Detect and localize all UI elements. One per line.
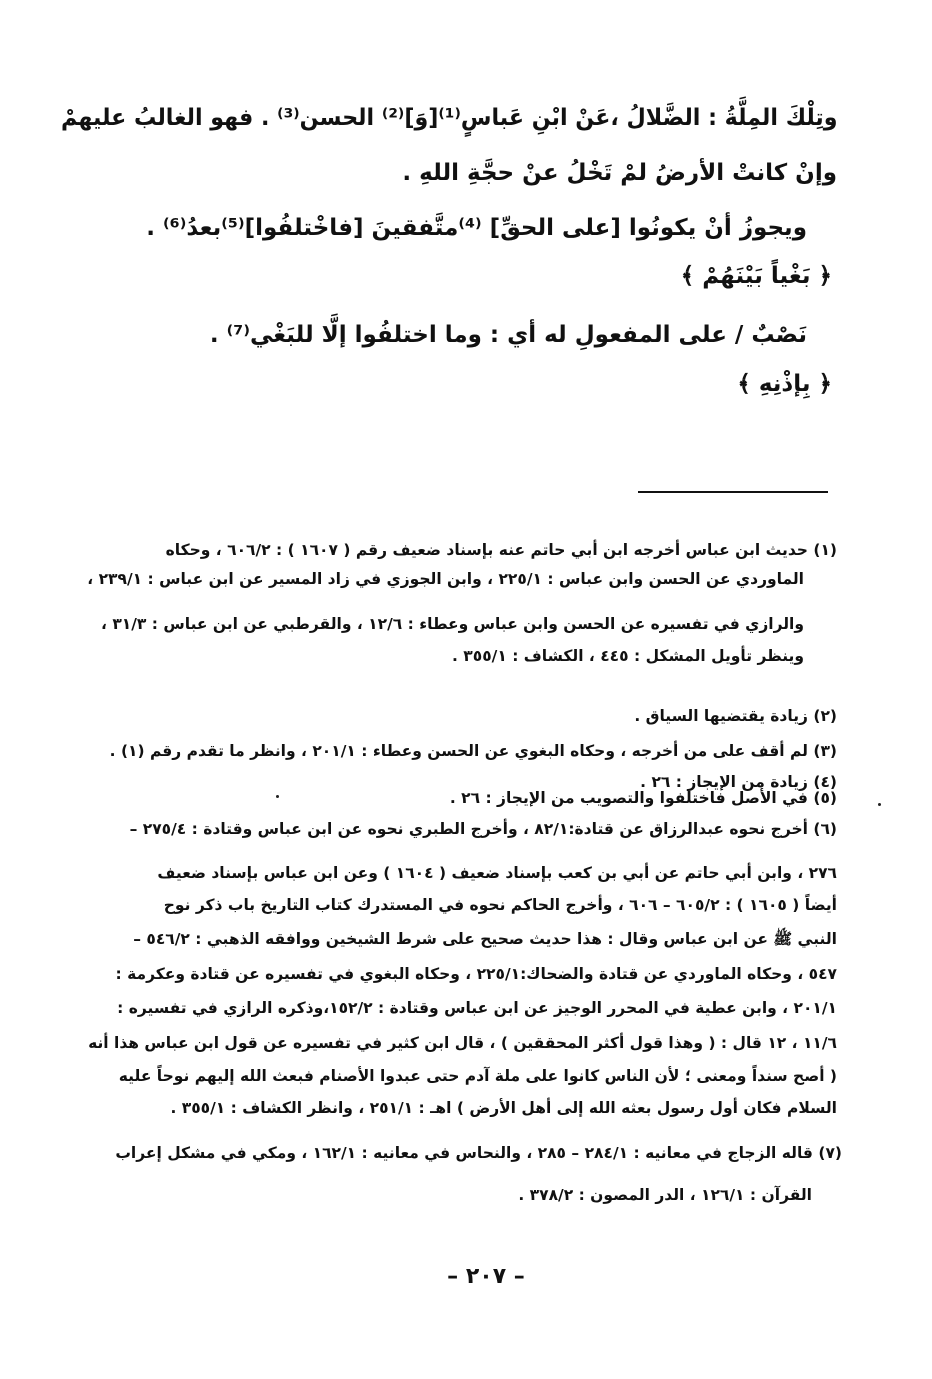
footnote-line: والرازي في تفسيره عن الحسن وابن عباس وعطاء : ١٢/٦ ، والقرطبي عن ابن عباس : ٣١/٣ ، — [101, 615, 804, 633]
footnote-line: أيضاً ( ١٦٠٥ ) : ٦٠٥/٢ – ٦٠٦ ، وأخرج الحاكم نحوه في المستدرك كتاب التاريخ باب ذكر نوح — [163, 896, 837, 914]
footnote-line: (٤) زيادة من الإيجاز : ٢٦ . — [640, 773, 837, 791]
footnote-line: (١) حديث ابن عباس أخرجه ابن أبي حاتم عنه بإسناد ضعيف رقم ( ١٦٠٧ ) : ٦٠٦/٢ ، وحكاه — [165, 541, 837, 559]
scan-speck — [276, 795, 279, 798]
footnote-divider — [638, 491, 828, 493]
footnote-line: النبي ﷺ عن ابن عباس وقال : هذا حديث صحيح على شرط الشيخين ووافقه الذهبي : ٥٤٦/٢ – — [133, 930, 837, 948]
footnote-line: ( أصح سنداً ومعنى ؛ لأن الناس كانوا على ملة آدم حتى عبدوا الأصنام فبعث الله إليهم نوحاً عليه — [118, 1067, 837, 1085]
footnote-line: (٢) زيادة يقتضيها السياق . — [634, 707, 837, 725]
footnote-line: ٢٧٦ ، وابن أبي حاتم عن أبي بن كعب بإسناد ضعيف ( ١٦٠٤ ) وعن ابن عباس بإسناد ضعيف — [157, 864, 837, 882]
footnote-line: الماوردي عن الحسن وابن عباس : ٢٢٥/١ ، وابن الجوزي في زاد المسير عن ابن عباس : ٢٣٩/١ ، — [87, 570, 804, 588]
main-text-line-2: وإنْ كانتْ الأرضُ لمْ تَخْلُ عنْ حجَّةِ اللهِ . — [402, 160, 837, 186]
footnote-line: القرآن : ١٢٦/١ ، الدر المصون : ٣٧٨/٢ . — [518, 1186, 812, 1204]
footnote-line: ١١/٦ ، ١٢ قال : ( وهذا قول أكثر المحققين ) ، قال ابن كثير في تفسيره عن قول ابن عباس هذا أنه — [88, 1034, 837, 1052]
main-text-line-5: نَصْبٌ / على المفعولِ له أي : وما اختلفُوا إلَّا للبَغْي⁽⁷⁾ . — [209, 322, 807, 348]
main-text-quran-2: ﴿ بِإذْنِهِ ﴾ — [737, 371, 832, 397]
scan-speck — [878, 803, 881, 806]
main-text-line-1: وتِلْكَ المِلَّةُ : الضَّلالُ ،عَنْ ابْنِ عَباسٍ⁽¹⁾[وَ]⁽²⁾ الحسن⁽³⁾ . فهو الغالبُ عليهمْ — [60, 105, 837, 131]
footnote-line: السلام فكان أول رسول بعثه الله إلى أهل الأرض ) اهـ : ٢٥١/١ ، وانظر الكشاف : ٣٥٥/١ . — [170, 1099, 837, 1117]
main-text-quran-1: ﴿ بَغْياً بَيْنَهُمْ ﴾ — [680, 263, 832, 289]
footnote-line: (٣) لم أقف على من أخرجه ، وحكاه البغوي عن الحسن وعطاء : ٢٠١/١ ، وانظر ما تقدم رقم (١) . — [109, 742, 837, 760]
page-number: – ٢٠٧ – — [447, 1264, 525, 1289]
footnote-line: وينظر تأويل المشكل : ٤٤٥ ، الكشاف : ٣٥٥/١ . — [451, 647, 804, 665]
footnote-line: (٧) قاله الزجاج في معانيه : ٢٨٤/١ – ٢٨٥ ، والنحاس في معانيه : ١٦٢/١ ، ومكي في مشكل إعراب — [115, 1144, 842, 1162]
footnote-line: (٥) في الأصل فاختلفوا والتصويب من الإيجاز : ٢٦ . — [449, 789, 837, 807]
main-text-line-3: ويجوزُ أنْ يكونُوا [على الحقِّ] ⁽⁴⁾متَّفقينَ [فاخْتلفُوا]⁽⁵⁾بعدُ⁽⁶⁾ . — [146, 215, 807, 241]
footnote-line: (٦) أخرج نحوه عبدالرزاق عن قتادة:٨٢/١ ، وأخرج الطبري نحوه عن ابن عباس وقتادة : ٢٧٥/٤ – — [129, 820, 837, 838]
footnote-line: ٢٠١/١ ، وابن عطية في المحرر الوجيز عن ابن عباس وقتادة : ١٥٢/٢،وذكره الرازي في تفسيره : — [117, 999, 837, 1017]
footnote-line: ٥٤٧ ، وحكاه الماوردي عن قتادة والضحاك:٢٢٥/١ ، وحكاه البغوي في تفسيره عن قتادة وعكرمة : — [115, 965, 837, 983]
